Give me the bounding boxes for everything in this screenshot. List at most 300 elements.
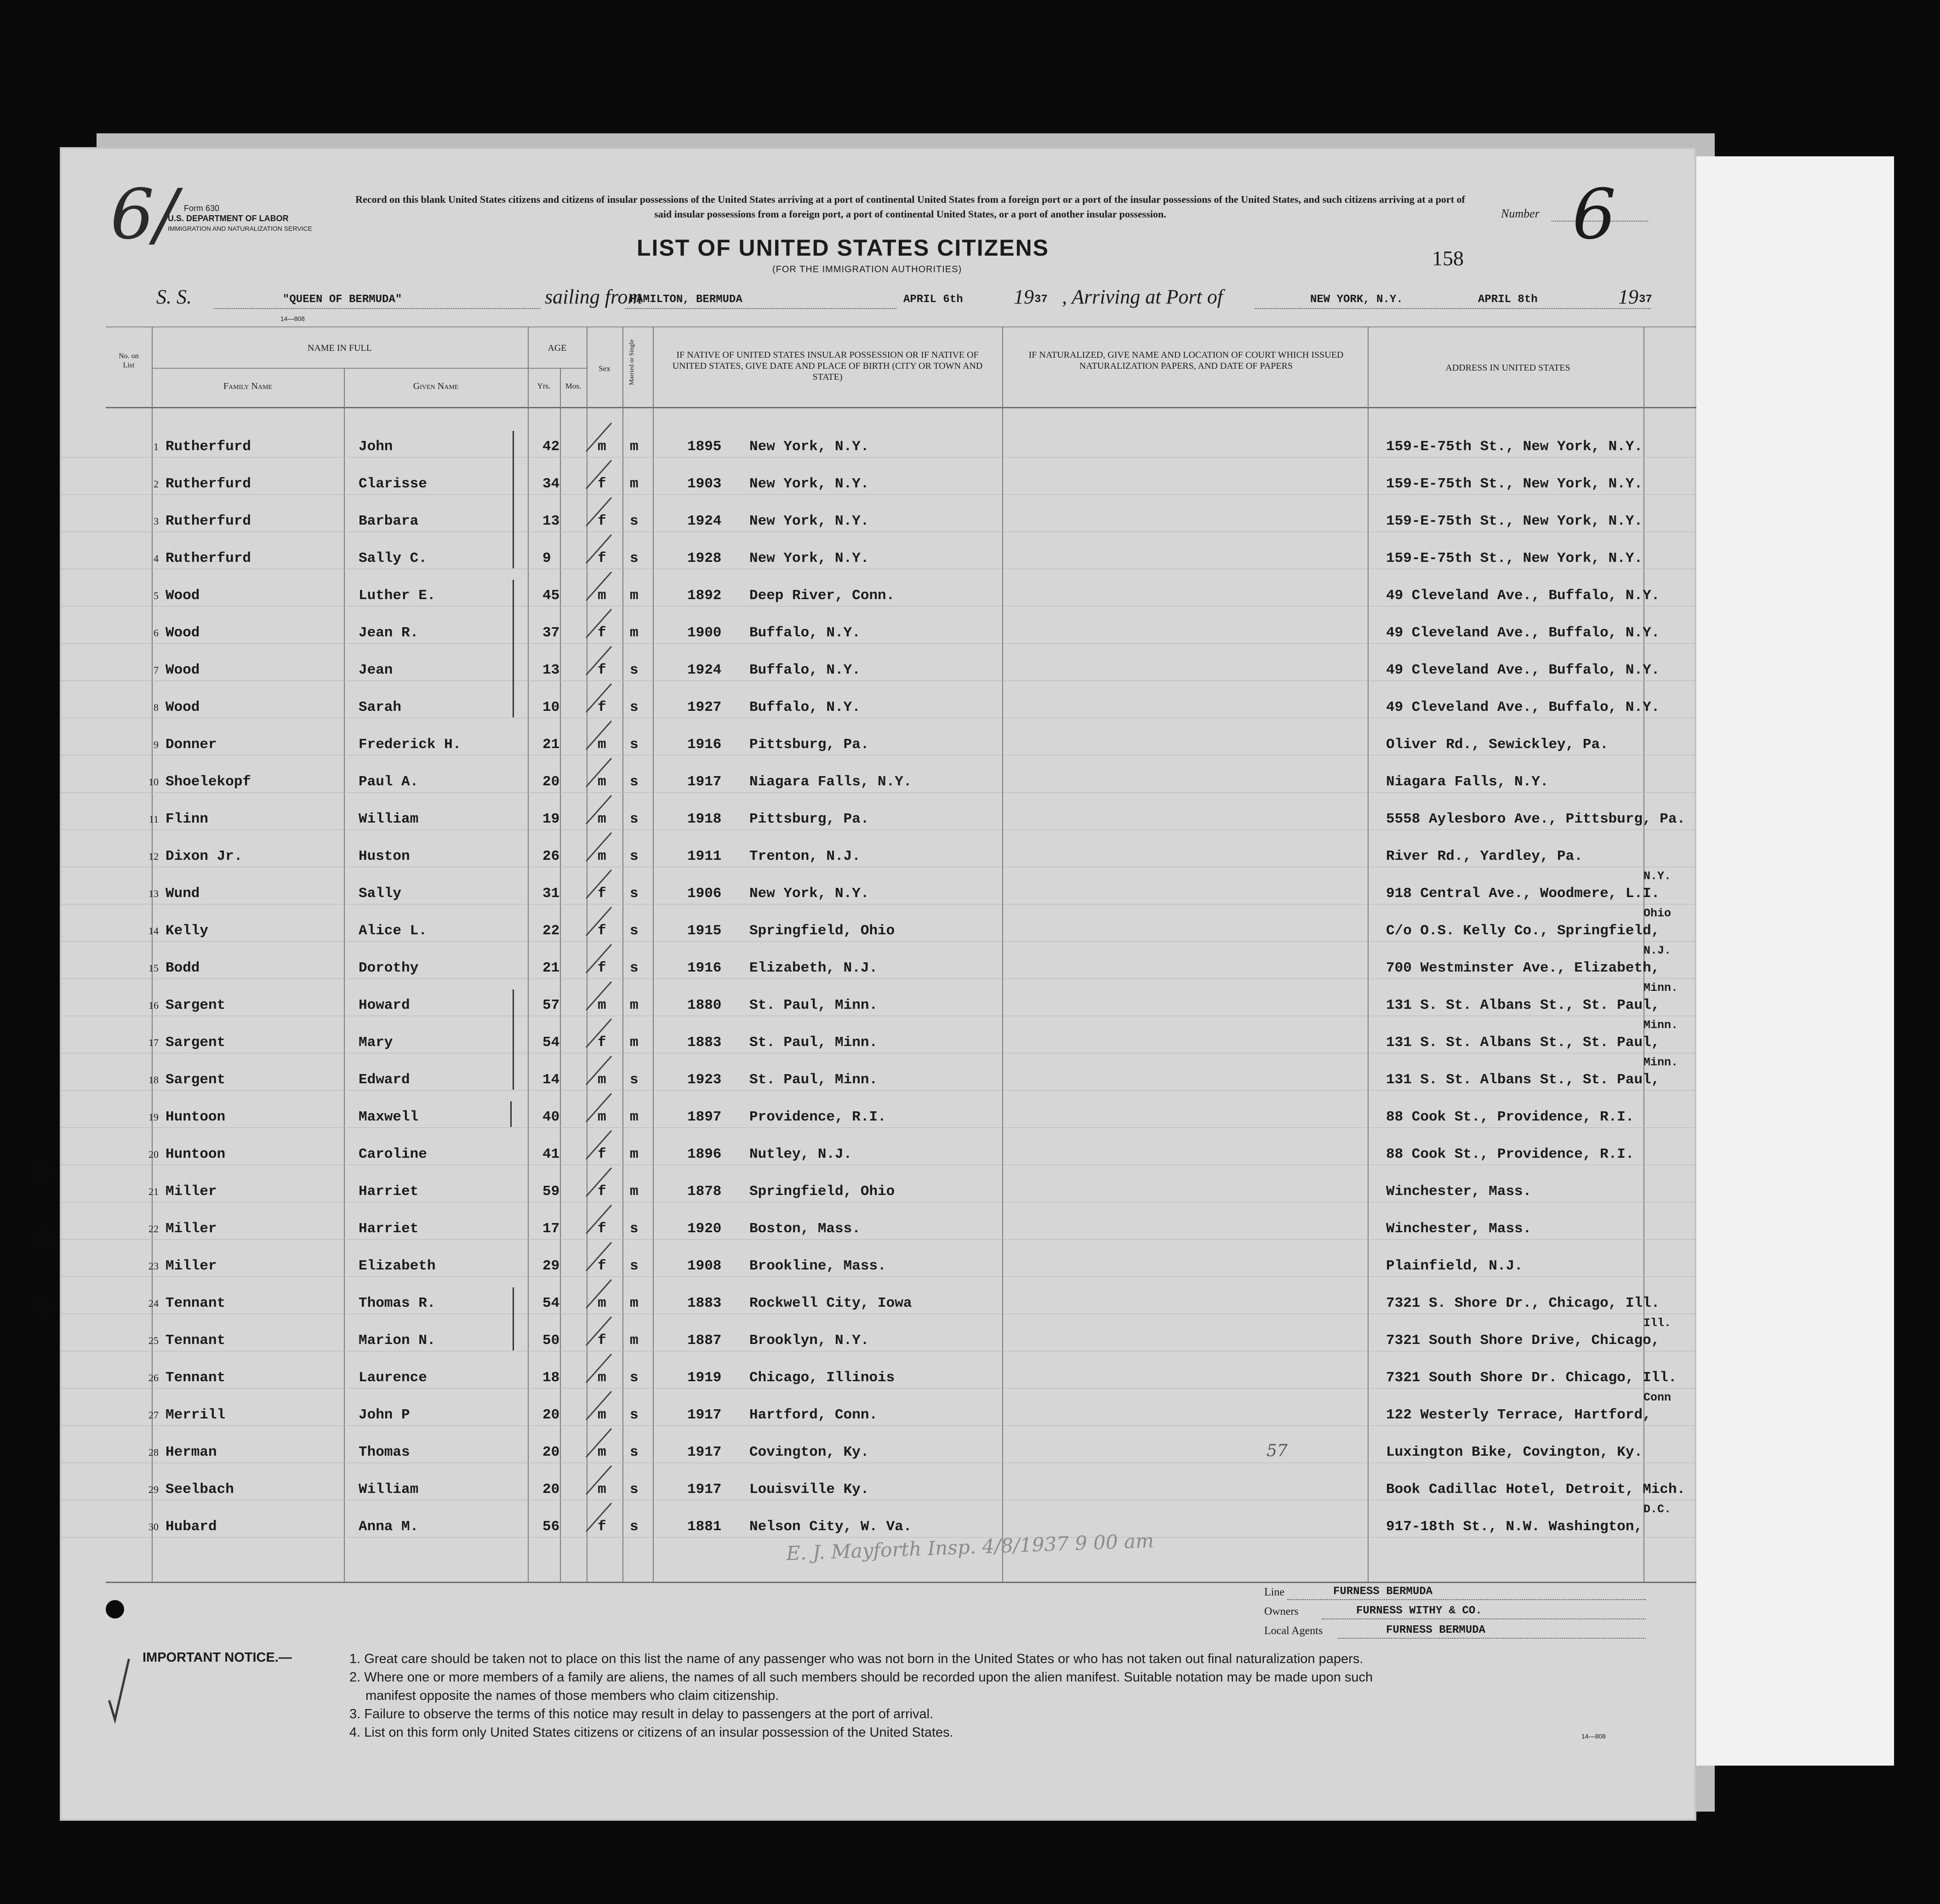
row-number: 10 xyxy=(148,776,159,788)
marital-status: m xyxy=(630,1109,639,1125)
pencil-tick-icon xyxy=(584,829,616,866)
family-name: Huntoon xyxy=(165,1146,226,1162)
us-address: Oliver Rd., Sewickley, Pa. xyxy=(1386,737,1609,753)
birth-place: Buffalo, N.Y. xyxy=(749,699,861,715)
family-name: Rutherfurd xyxy=(165,476,251,492)
sex: m xyxy=(598,997,606,1013)
col-header-yrs: Yrs. xyxy=(537,382,551,390)
given-name: Frederick H. xyxy=(359,737,462,753)
birth-year: 1906 xyxy=(687,886,722,902)
row-rule xyxy=(60,1388,1696,1389)
row-rule xyxy=(60,1090,1696,1091)
given-name: Howard xyxy=(359,997,410,1013)
marital-status: s xyxy=(630,513,639,529)
table-row xyxy=(60,689,1696,726)
us-address: 7321 South Shore Drive, Chicago, xyxy=(1386,1332,1660,1349)
marital-status: m xyxy=(630,997,639,1013)
us-address: Plainfield, N.J. xyxy=(1386,1258,1523,1274)
age-subheader-divider xyxy=(528,368,587,369)
age-years: 37 xyxy=(542,625,560,641)
address-state-note: Minn. xyxy=(1643,1056,1678,1069)
table-row xyxy=(60,615,1696,652)
age-years: 34 xyxy=(542,476,560,492)
birth-place: Buffalo, N.Y. xyxy=(749,625,861,641)
pencil-tick-icon xyxy=(584,792,616,829)
pencil-tick-icon xyxy=(584,1499,616,1536)
line-value: FURNESS BERMUDA xyxy=(1333,1585,1433,1598)
age-years: 40 xyxy=(542,1109,560,1125)
owners-label: Owners xyxy=(1264,1606,1299,1618)
birth-place: Louisville Ky. xyxy=(749,1481,869,1498)
us-address: 49 Cleveland Ave., Buffalo, N.Y. xyxy=(1386,699,1660,715)
given-name: Sarah xyxy=(359,699,402,715)
pencil-tick-icon xyxy=(584,1388,616,1424)
sex: m xyxy=(598,1370,606,1386)
birth-place: Covington, Ky. xyxy=(749,1444,869,1460)
row-rule xyxy=(60,978,1696,979)
birth-year: 1883 xyxy=(687,1035,722,1051)
table-row xyxy=(60,801,1696,838)
sex: m xyxy=(598,1444,606,1460)
birth-place: Springfield, Ohio xyxy=(749,923,895,939)
birth-place: Chicago, Illinois xyxy=(749,1370,895,1386)
table-row xyxy=(60,577,1696,614)
table-row xyxy=(60,869,1696,912)
row-number: 11 xyxy=(148,813,159,825)
row-rule xyxy=(60,643,1696,644)
number-label: Number xyxy=(1501,207,1540,220)
age-years: 41 xyxy=(542,1146,560,1162)
given-name: Dorothy xyxy=(359,960,419,976)
family-name: Bodd xyxy=(165,960,200,976)
us-address: 131 S. St. Albans St., St. Paul, xyxy=(1386,1035,1660,1051)
birth-place: St. Paul, Minn. xyxy=(749,1072,878,1088)
table-row xyxy=(60,1099,1696,1136)
birth-year: 1887 xyxy=(687,1332,722,1349)
marital-status: s xyxy=(630,699,639,715)
birth-year: 1923 xyxy=(687,1072,722,1088)
age-years: 26 xyxy=(542,848,560,864)
family-name: Tennant xyxy=(165,1332,226,1349)
family-name: Wood xyxy=(165,662,200,678)
family-name: Merrill xyxy=(165,1407,226,1423)
birth-place: Boston, Mass. xyxy=(749,1221,861,1237)
code-small: 14—808 xyxy=(280,315,305,322)
sex: m xyxy=(598,774,606,790)
us-address: 131 S. St. Albans St., St. Paul, xyxy=(1386,1072,1660,1088)
row-rule xyxy=(60,941,1696,942)
col-header-birth: IF NATIVE OF UNITED STATES INSULAR POSSESSION OR IF NATIVE OF UNITED STATES, GIVE DATE AND PLACE OF BIRTH (CITY OR TOWN AND STATE) xyxy=(672,350,983,382)
birth-place: Elizabeth, N.J. xyxy=(749,960,878,976)
marital-status: m xyxy=(630,439,639,455)
sex: m xyxy=(598,1109,606,1125)
given-name: Laurence xyxy=(359,1370,427,1386)
departure-year-prefix: 19 xyxy=(1014,286,1034,308)
address-state-note: D.C. xyxy=(1643,1503,1672,1516)
notice-item: 1. Great care should be taken not to place on this list the name of any passenger who was not born in the United States or who has not taken out final naturalization papers. xyxy=(349,1652,1364,1666)
age-years: 50 xyxy=(542,1332,560,1349)
sex: m xyxy=(598,737,606,753)
row-number: 15 xyxy=(148,962,159,974)
table-row xyxy=(60,838,1696,875)
us-address: 88 Cook St., Providence, R.I. xyxy=(1386,1146,1634,1162)
sex: f xyxy=(598,662,606,678)
given-name: Jean xyxy=(359,662,393,678)
birth-place: Providence, R.I. xyxy=(749,1109,886,1125)
family-bracket xyxy=(510,1101,512,1127)
birth-year: 1908 xyxy=(687,1258,722,1274)
birth-place: New York, N.Y. xyxy=(749,513,869,529)
us-address: 159-E-75th St., New York, N.Y. xyxy=(1386,513,1643,529)
row-rule xyxy=(60,1276,1696,1277)
age-years: 29 xyxy=(542,1258,560,1274)
col-header-sex: Sex xyxy=(599,364,611,373)
marital-status: m xyxy=(630,625,639,641)
table-row xyxy=(60,1136,1696,1173)
row-number: 5 xyxy=(154,590,159,601)
sex: f xyxy=(598,550,606,566)
birth-place: New York, N.Y. xyxy=(749,886,869,902)
row-rule xyxy=(60,494,1696,495)
marital-status: s xyxy=(630,960,639,976)
record-instructions: Record on this blank United States citizens and citizens of insular possessions of the United States arriving at a port of continental United States from a foreign port or a port of the insular possessions of the United States, and such citizens arriving at a port of said insular possessions from a foreign port, a port of continental United States, or a port of another insular possession. xyxy=(355,194,1465,220)
age-years: 20 xyxy=(542,774,560,790)
col-header-mos: Mos. xyxy=(565,382,582,390)
pencil-tick-icon xyxy=(584,1127,616,1164)
sex: m xyxy=(598,811,606,827)
sex: m xyxy=(598,1407,606,1423)
birth-year: 1892 xyxy=(687,588,722,604)
given-name: Maxwell xyxy=(359,1109,419,1125)
notice-item: 2. Where one or more members of a family are aliens, the names of all such members should be recorded upon the alien manifest. Suitable notation may be made upon such xyxy=(349,1670,1373,1685)
birth-place: St. Paul, Minn. xyxy=(749,1035,878,1051)
pencil-tick-icon xyxy=(584,1425,616,1462)
table-row xyxy=(60,540,1696,577)
marital-status: s xyxy=(630,1258,639,1274)
ship-name-line xyxy=(214,308,540,309)
table-bottom-border xyxy=(106,1582,1696,1583)
age-years: 19 xyxy=(542,811,560,827)
name-subheader-divider xyxy=(152,368,528,369)
check-mark-icon xyxy=(106,1655,133,1729)
birth-year: 1917 xyxy=(687,1407,722,1423)
given-name: William xyxy=(359,1481,419,1498)
owners-underline xyxy=(1322,1618,1646,1619)
marital-status: s xyxy=(630,1407,639,1423)
line-underline xyxy=(1287,1599,1646,1600)
row-number: 14 xyxy=(148,925,159,937)
stamp-number: 158 xyxy=(1432,246,1464,270)
birth-place: Brooklyn, N.Y. xyxy=(749,1332,869,1349)
table-row xyxy=(60,1211,1696,1247)
col-header-given-name: Given Name xyxy=(413,381,459,391)
family-name: Dixon Jr. xyxy=(165,848,243,864)
us-address: C/o O.S. Kelly Co., Springfield, xyxy=(1386,923,1660,939)
birth-year: 1900 xyxy=(687,625,722,641)
marital-status: m xyxy=(630,1146,639,1162)
birth-year: 1928 xyxy=(687,550,722,566)
given-name: Luther E. xyxy=(359,588,436,604)
us-address: 159-E-75th St., New York, N.Y. xyxy=(1386,476,1643,492)
table-top-border xyxy=(106,326,1696,327)
birth-year: 1880 xyxy=(687,997,722,1013)
family-name: Miller xyxy=(165,1184,217,1200)
birth-place: Deep River, Conn. xyxy=(749,588,895,604)
pencil-tick-icon xyxy=(584,531,616,568)
pencil-tick-icon xyxy=(584,903,616,940)
ss-label: S. S. xyxy=(156,286,192,308)
sex: f xyxy=(598,1221,606,1237)
row-number: 30 xyxy=(148,1521,159,1532)
table-row xyxy=(60,1248,1696,1285)
agents-value: FURNESS BERMUDA xyxy=(1386,1624,1486,1636)
given-name: Sally C. xyxy=(359,550,427,566)
table-row xyxy=(60,944,1696,987)
punch-hole xyxy=(33,1230,51,1248)
birth-year: 1903 xyxy=(687,476,722,492)
address-state-note: Ohio xyxy=(1643,907,1672,920)
arrival-date: APRIL 8th xyxy=(1478,293,1538,306)
arrival-port-line xyxy=(1255,308,1650,309)
row-number: 27 xyxy=(148,1409,159,1421)
row-rule xyxy=(60,1127,1696,1128)
row-number: 18 xyxy=(148,1074,159,1086)
pencil-tick-icon xyxy=(584,941,616,978)
pencil-tick-icon xyxy=(584,1239,616,1275)
sex: m xyxy=(598,588,606,604)
sex: m xyxy=(598,1481,606,1498)
us-address: 131 S. St. Albans St., St. Paul, xyxy=(1386,997,1660,1013)
row-number: 21 xyxy=(148,1186,159,1197)
us-address: 918 Central Ave., Woodmere, L.I. xyxy=(1386,886,1660,902)
family-bracket xyxy=(513,1287,514,1350)
given-name: Sally xyxy=(359,886,402,902)
row-number: 4 xyxy=(154,553,159,564)
pencil-tick-icon xyxy=(584,1276,616,1313)
table-row xyxy=(60,466,1696,503)
punch-hole xyxy=(33,1163,51,1182)
family-name: Wood xyxy=(165,699,200,715)
marital-status: m xyxy=(630,1295,639,1311)
page-title: LIST OF UNITED STATES CITIZENS xyxy=(637,235,1050,261)
pencil-number: 57 xyxy=(1267,1441,1288,1460)
pencil-tick-icon xyxy=(584,1313,616,1350)
arrival-port: NEW YORK, N.Y. xyxy=(1310,293,1403,306)
table-row xyxy=(60,429,1696,465)
table-row xyxy=(60,1391,1696,1434)
birth-place: Pittsburg, Pa. xyxy=(749,737,869,753)
family-name: Miller xyxy=(165,1258,217,1274)
row-number: 3 xyxy=(154,515,159,527)
given-name: John xyxy=(359,439,393,455)
pencil-tick-icon xyxy=(584,1090,616,1126)
family-name: Rutherfurd xyxy=(165,513,251,529)
marital-status: s xyxy=(630,848,639,864)
sex: m xyxy=(598,1295,606,1311)
row-number: 20 xyxy=(148,1149,159,1160)
marital-status: m xyxy=(630,1184,639,1200)
given-name: Clarisse xyxy=(359,476,427,492)
address-state-note: Ill. xyxy=(1643,1316,1672,1330)
table-row xyxy=(60,764,1696,800)
birth-place: Hartford, Conn. xyxy=(749,1407,878,1423)
footer-code: 14—808 xyxy=(1581,1732,1606,1740)
address-state-note: Minn. xyxy=(1643,981,1678,995)
given-name: Harriet xyxy=(359,1221,419,1237)
sex: m xyxy=(598,1072,606,1088)
birth-year: 1916 xyxy=(687,737,722,753)
birth-place: St. Paul, Minn. xyxy=(749,997,878,1013)
sex: f xyxy=(598,513,606,529)
form-number: Form 630 xyxy=(184,204,220,213)
departure-port-line xyxy=(625,308,896,309)
us-address: 5558 Aylesboro Ave., Pittsburg, Pa. xyxy=(1386,811,1686,827)
table-row xyxy=(60,1434,1696,1471)
age-years: 9 xyxy=(542,550,551,566)
birth-year: 1883 xyxy=(687,1295,722,1311)
family-name: Wund xyxy=(165,886,200,902)
row-number: 16 xyxy=(148,1000,159,1011)
sex: f xyxy=(598,1332,606,1349)
given-name: Mary xyxy=(359,1035,393,1051)
sex: f xyxy=(598,1519,606,1535)
family-name: Rutherfurd xyxy=(165,550,251,566)
family-name: Tennant xyxy=(165,1370,226,1386)
pencil-tick-icon xyxy=(584,866,616,903)
given-name: John P xyxy=(359,1407,410,1423)
ship-name: "QUEEN OF BERMUDA" xyxy=(283,293,402,306)
inspector-signature: E. J. Mayforth Insp. 4/8/1937 9 00 am xyxy=(786,1529,1154,1565)
family-name: Shoelekopf xyxy=(165,774,251,790)
birth-place: Nutley, N.J. xyxy=(749,1146,852,1162)
col-header-family-name: Family Name xyxy=(223,381,273,391)
birth-year: 1924 xyxy=(687,662,722,678)
table-row xyxy=(60,652,1696,689)
birth-year: 1917 xyxy=(687,774,722,790)
us-address: Winchester, Mass. xyxy=(1386,1221,1532,1237)
table-row xyxy=(60,1360,1696,1396)
service-name: IMMIGRATION AND NATURALIZATION SERVICE xyxy=(168,225,312,232)
family-name: Tennant xyxy=(165,1295,226,1311)
birth-year: 1895 xyxy=(687,439,722,455)
marital-status: s xyxy=(630,1519,639,1535)
given-name: Thomas R. xyxy=(359,1295,436,1311)
col-header-name: NAME IN FULL xyxy=(308,343,372,353)
age-years: 14 xyxy=(542,1072,560,1088)
pencil-tick-icon xyxy=(584,419,616,456)
us-address: Luxington Bike, Covington, Ky. xyxy=(1386,1444,1643,1460)
age-years: 20 xyxy=(542,1407,560,1423)
row-number: 29 xyxy=(148,1484,159,1495)
age-years: 42 xyxy=(542,439,560,455)
age-years: 45 xyxy=(542,588,560,604)
age-years: 21 xyxy=(542,737,560,753)
sex: f xyxy=(598,1184,606,1200)
age-years: 54 xyxy=(542,1035,560,1051)
us-address: River Rd., Yardley, Pa. xyxy=(1386,848,1583,864)
birth-place: Brookline, Mass. xyxy=(749,1258,886,1274)
marital-status: s xyxy=(630,1444,639,1460)
birth-place: Buffalo, N.Y. xyxy=(749,662,861,678)
row-number: 13 xyxy=(148,888,159,899)
birth-place: Niagara Falls, N.Y. xyxy=(749,774,912,790)
given-name: Caroline xyxy=(359,1146,427,1162)
pencil-tick-icon xyxy=(584,568,616,605)
us-address: 159-E-75th St., New York, N.Y. xyxy=(1386,439,1643,455)
arrival-year: 37 xyxy=(1639,293,1652,306)
sex: m xyxy=(598,848,606,864)
birth-year: 1919 xyxy=(687,1370,722,1386)
table-row xyxy=(60,726,1696,763)
pencil-tick-icon xyxy=(584,1015,616,1052)
age-years: 21 xyxy=(542,960,560,976)
age-years: 31 xyxy=(542,886,560,902)
arrival-year-prefix: 19 xyxy=(1618,286,1638,308)
marital-status: s xyxy=(630,1221,639,1237)
birth-place: New York, N.Y. xyxy=(749,476,869,492)
punch-hole xyxy=(106,1600,124,1618)
marital-status: s xyxy=(630,1370,639,1386)
family-name: Wood xyxy=(165,625,200,641)
given-name: Thomas xyxy=(359,1444,410,1460)
table-row xyxy=(60,503,1696,540)
us-address: 122 Westerly Terrace, Hartford, xyxy=(1386,1407,1651,1423)
birth-place: Trenton, N.J. xyxy=(749,848,861,864)
marital-status: s xyxy=(630,662,639,678)
given-name: Barbara xyxy=(359,513,419,529)
given-name: Elizabeth xyxy=(359,1258,436,1274)
page-subtitle: (FOR THE IMMIGRATION AUTHORITIES) xyxy=(772,264,962,274)
marital-status: m xyxy=(630,1035,639,1051)
punch-hole xyxy=(33,1297,51,1315)
family-name: Donner xyxy=(165,737,217,753)
pencil-tick-icon xyxy=(584,978,616,1015)
table-row xyxy=(60,1285,1696,1322)
table-row xyxy=(60,981,1696,1024)
departure-port: HAMILTON, BERMUDA xyxy=(630,293,742,306)
given-name: Marion N. xyxy=(359,1332,436,1349)
age-years: 18 xyxy=(542,1370,560,1386)
birth-year: 1878 xyxy=(687,1184,722,1200)
corner-mark: 6/ xyxy=(110,175,177,255)
birth-place: Nelson City, W. Va. xyxy=(749,1519,912,1535)
age-years: 20 xyxy=(542,1444,560,1460)
pencil-tick-icon xyxy=(584,457,616,493)
notice-item: manifest opposite the names of those members who claim citizenship. xyxy=(365,1688,779,1703)
address-state-note: Minn. xyxy=(1643,1018,1678,1032)
notice-item: 4. List on this form only United States citizens or citizens of an insular possession of the United States. xyxy=(349,1725,953,1740)
marital-status: m xyxy=(630,588,639,604)
age-years: 13 xyxy=(542,513,560,529)
row-rule xyxy=(60,792,1696,793)
row-number: 28 xyxy=(148,1447,159,1458)
us-address: 700 Westminster Ave., Elizabeth, xyxy=(1386,960,1660,976)
age-years: 54 xyxy=(542,1295,560,1311)
birth-place: New York, N.Y. xyxy=(749,439,869,455)
age-years: 17 xyxy=(542,1221,560,1237)
age-years: 56 xyxy=(542,1519,560,1535)
row-number: 17 xyxy=(148,1037,159,1048)
age-years: 20 xyxy=(542,1481,560,1498)
us-address: 7321 S. Shore Dr., Chicago, Ill. xyxy=(1386,1295,1660,1311)
row-number: 12 xyxy=(148,851,159,862)
family-bracket xyxy=(513,580,514,717)
pencil-tick-icon xyxy=(584,1164,616,1201)
family-name: Kelly xyxy=(165,923,209,939)
col-header-married-single: Married or Single xyxy=(628,339,635,385)
marital-status: s xyxy=(630,774,639,790)
address-state-note: Conn xyxy=(1643,1391,1672,1404)
